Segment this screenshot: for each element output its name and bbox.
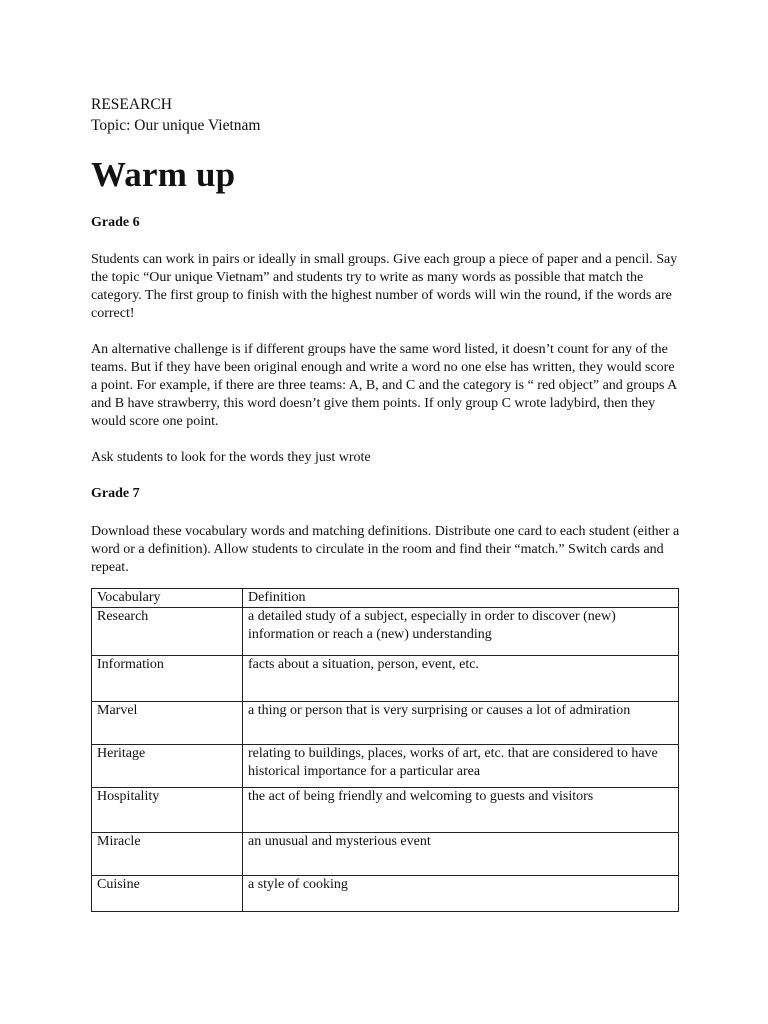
- grade-6-paragraph-1: Students can work in pairs or ideally in small groups. Give each group a piece of paper and a pencil. Say the topic “Our unique Vietnam” and students try to write as many words as possible that match the category. The first group to finish with the highest number of words will win the round, if the words are correct!: [91, 252, 678, 321]
- vocabulary-definition: a style of cooking: [243, 876, 679, 912]
- vocabulary-definition: a detailed study of a subject, especially in order to discover (new) information or reach a (new) understanding: [243, 608, 679, 656]
- table-row: [92, 876, 679, 912]
- vocabulary-word: Research: [92, 608, 243, 656]
- vocabulary-word: Marvel: [92, 702, 243, 745]
- vocabulary-definition: relating to buildings, places, works of art, etc. that are considered to have historical importance for a particular area: [243, 745, 679, 788]
- grade-6-heading: Grade 6: [91, 215, 140, 230]
- table-row: [92, 833, 679, 876]
- topic-line: Topic: Our unique Vietnam: [91, 117, 261, 134]
- vocabulary-word: Information: [92, 656, 243, 702]
- table-row: [92, 745, 679, 788]
- vocabulary-table: [91, 588, 679, 912]
- table-row: [92, 702, 679, 745]
- grade-7-paragraph-1: Download these vocabulary words and matching definitions. Distribute one card to each student (either a word or a definition). Allow students to circulate in the room and find their “match.” Switch cards and repeat.: [91, 524, 680, 575]
- vocabulary-definition: an unusual and mysterious event: [243, 833, 679, 876]
- vocabulary-word: Cuisine: [92, 876, 243, 912]
- table-header-row: [92, 589, 679, 608]
- header-definition: Definition: [243, 589, 679, 608]
- vocabulary-definition: the act of being friendly and welcoming to guests and visitors: [243, 788, 679, 833]
- header-vocabulary: Vocabulary: [92, 589, 243, 608]
- document-page: [91, 94, 681, 912]
- vocabulary-word: Heritage: [92, 745, 243, 788]
- grade-7-heading: Grade 7: [91, 486, 140, 501]
- vocabulary-definition: a thing or person that is very surprising or causes a lot of admiration: [243, 702, 679, 745]
- page-title: Warm up: [91, 155, 236, 194]
- table-row: [92, 608, 679, 656]
- table-row: [92, 788, 679, 833]
- table-row: [92, 656, 679, 702]
- vocabulary-definition: facts about a situation, person, event, etc.: [243, 656, 679, 702]
- research-label: RESEARCH: [91, 96, 172, 113]
- grade-6-paragraph-2: An alternative challenge is if different groups have the same word listed, it doesn’t count for any of the teams. But if they have been original enough and write a word no one else has written, they would score a point. For example, if there are three teams: A, B, and C and the category is “ red object” and groups A and B have strawberry, this word doesn’t give them points. If only group C wrote ladybird, then they would score one point.: [91, 342, 677, 429]
- vocabulary-word: Hospitality: [92, 788, 243, 833]
- vocabulary-word: Miracle: [92, 833, 243, 876]
- grade-6-paragraph-3: Ask students to look for the words they just wrote: [91, 450, 371, 465]
